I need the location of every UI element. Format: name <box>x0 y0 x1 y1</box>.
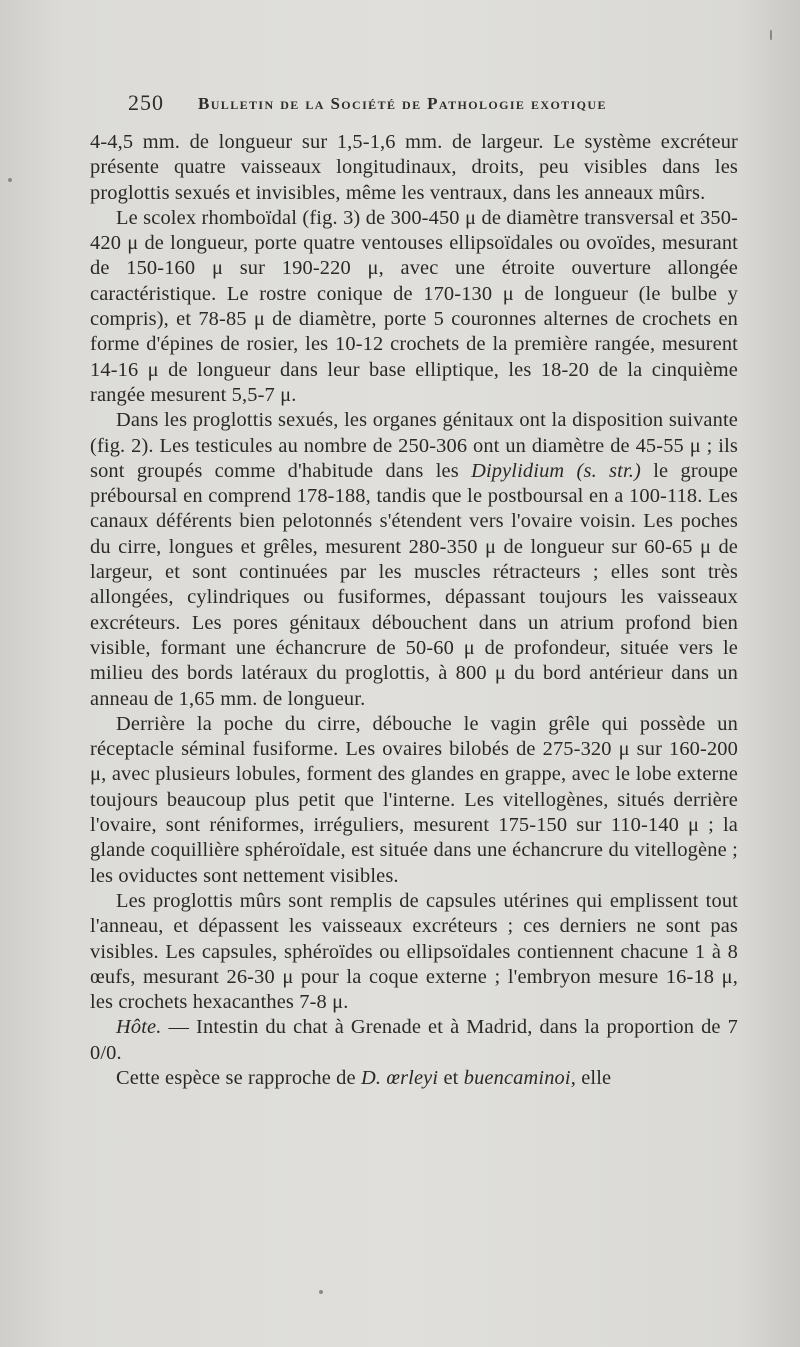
page-header <box>108 90 768 130</box>
page-number: 250 <box>128 90 164 115</box>
article-body <box>90 130 738 1091</box>
paragraph-comparison: Cette espèce se rapproche de D. œrleyi et buencaminoi, elle <box>116 1066 612 1089</box>
paper-speck <box>770 30 772 40</box>
paragraph-vagina-ovaries: Derrière la poche du cirre, débouche le vagin grêle qui possède un réceptacle séminal fusiforme. Les ovaires bilobés de 275-320 μ sur 160-200 μ, avec plusieurs lobules, forment des glandes en grappe, avec le lobe externe toujours beaucoup plus petit que l'interne. Les vitellogènes, situés derrière l'ovaire, sont réniformes, irréguliers, mesurent 175-150 sur 110-140 μ ; la glande coquillière sphéroïdale, est située dans une échancrure du vitellogène ; les oviductes sont nettement visibles. <box>90 712 738 887</box>
host-label: Hôte. <box>116 1016 162 1039</box>
taxon-name: D. œrleyi <box>360 1066 439 1089</box>
taxon-name: Dipylidium (s. str.) <box>471 459 641 482</box>
paragraph-mature-proglottids: Les proglottis mûrs sont remplis de capsules utérines qui emplissent tout l'anneau, et dépassent les vaisseaux excréteurs ; ces derniers ne sont pas visibles. Les capsules, sphéroïdes ou ellipsoïdales contiennent chacune 1 à 8 œufs, mesurant 26-30 μ pour la coque externe ; l'embryon mesure 16-18 μ, les crochets hexacanthes 7-8 μ. <box>90 889 738 1014</box>
running-title: Bulletin de la Société de Pathologie exotique <box>198 94 607 113</box>
paragraph-scolex: Le scolex rhomboïdal (fig. 3) de 300-450 μ de diamètre transversal et 350-420 μ de longueur, porte quatre ventouses ellipsoïdales ou ovoïdes, mesurant de 150-160 μ sur 190-220 μ, avec une étroite ouverture allongée caractéristique. Le rostre conique de 170-130 μ de longueur (le bulbe y compris), et 78-85 μ de diamètre, porte 5 couronnes alternes de crochets en forme d'épines de rosier, les 10-12 crochets de la première rangée, mesurent 14-16 μ de longueur dans leur base elliptique, les 18-20 de la cinquième rangée mesurent 5,5-7 μ. <box>90 206 738 406</box>
paragraph-host: Hôte. — Intestin du chat à Grenade et à Madrid, dans la proportion de 7 0/0. <box>90 1016 738 1064</box>
taxon-name: buencaminoi, <box>463 1066 576 1089</box>
paragraph-continuation: 4-4,5 mm. de longueur sur 1,5-1,6 mm. de largeur. Le système excréteur présente quatre vaisseaux longitudinaux, droits, peu visibles dans les proglottis sexués et invisibles, même les ventraux, dans les anneaux mûrs. <box>90 131 738 204</box>
paper-speck <box>8 178 12 182</box>
paper-speck <box>319 1290 323 1294</box>
paragraph-genital-organs: Dans les proglottis sexués, les organes génitaux ont la disposition suivante (fig. 2). Les testicules au nombre de 250-306 ont un diamètre de 45-55 μ ; ils sont groupés comme d'habitude dans les Dipylidium (s. str.) le groupe préboursal en comprend 178-188, tandis que le postboursal en a 100-118. Les canaux déférents bien pelotonnés s'étendent vers l'ovaire voisin. Les poches du cirre, longues et grêles, mesurent 280-350 μ de longueur sur 60-65 μ de largeur, et sont continuées par les muscles rétracteurs ; elles sont très allongées, cylindriques ou fusiformes, dépassant toujours les vaisseaux excréteurs. Les pores génitaux débouchent dans un atrium profond bien visible, formant une échancrure de 50-60 μ de profondeur, située vers le milieu des bords latéraux du proglottis, à 800 μ du bord antérieur dans un anneau de 1,65 mm. de longueur. <box>90 409 738 710</box>
